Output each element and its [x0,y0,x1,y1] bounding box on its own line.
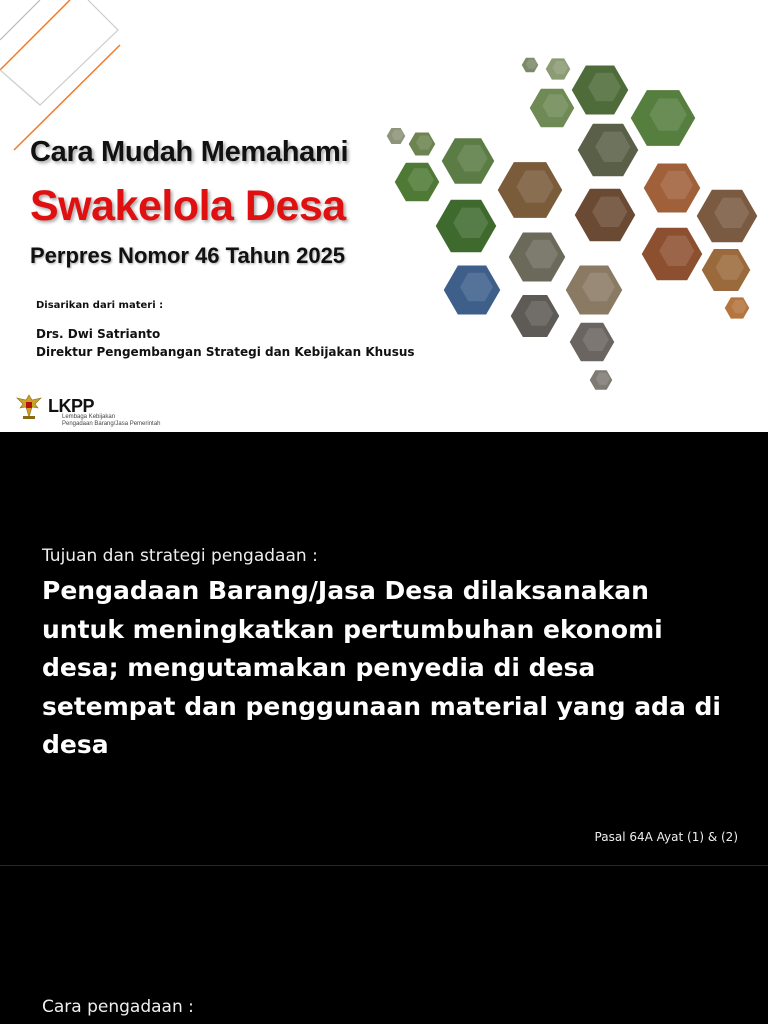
author-name: Drs. Dwi Satrianto [36,327,161,341]
lkpp-logo [14,392,161,427]
purpose-body: Pengadaan Barang/Jasa Desa dilaksanakan untuk meningkatkan pertumbuhan ekonomi desa; mengutamakan penyedia di desa setempat dan penggunaan material yang ada di desa [42,576,721,759]
logo-sub-line-2: Pengadaan Barang/Jasa Pemerintah [62,421,161,427]
title-slide [0,0,768,432]
source-label: Disarikan dari materi : [36,300,164,311]
method-caption: Cara pengadaan : [42,997,194,1017]
purpose-caption: Tujuan dan strategi pengadaan : [42,546,318,566]
garuda-emblem-icon [14,392,44,420]
purpose-slide [0,432,768,866]
title-line-2: Swakelola Desa [30,182,346,230]
title-line-3: Perpres Nomor 46 Tahun 2025 [30,243,346,268]
logo-sub-line-1: Lembaga Kebijakan [62,414,116,420]
method-slide [0,866,768,1024]
hexagon-photo-collage [380,50,760,400]
title-line-1: Cara Mudah Memahami [30,136,349,168]
logo-brand-text: LKPP [48,395,95,416]
article-reference: Pasal 64A Ayat (1) & (2) [594,830,738,844]
logo-subtitle [62,414,160,428]
author-title: Direktur Pengembangan Strategi dan Kebijakan Khusus [36,345,415,359]
